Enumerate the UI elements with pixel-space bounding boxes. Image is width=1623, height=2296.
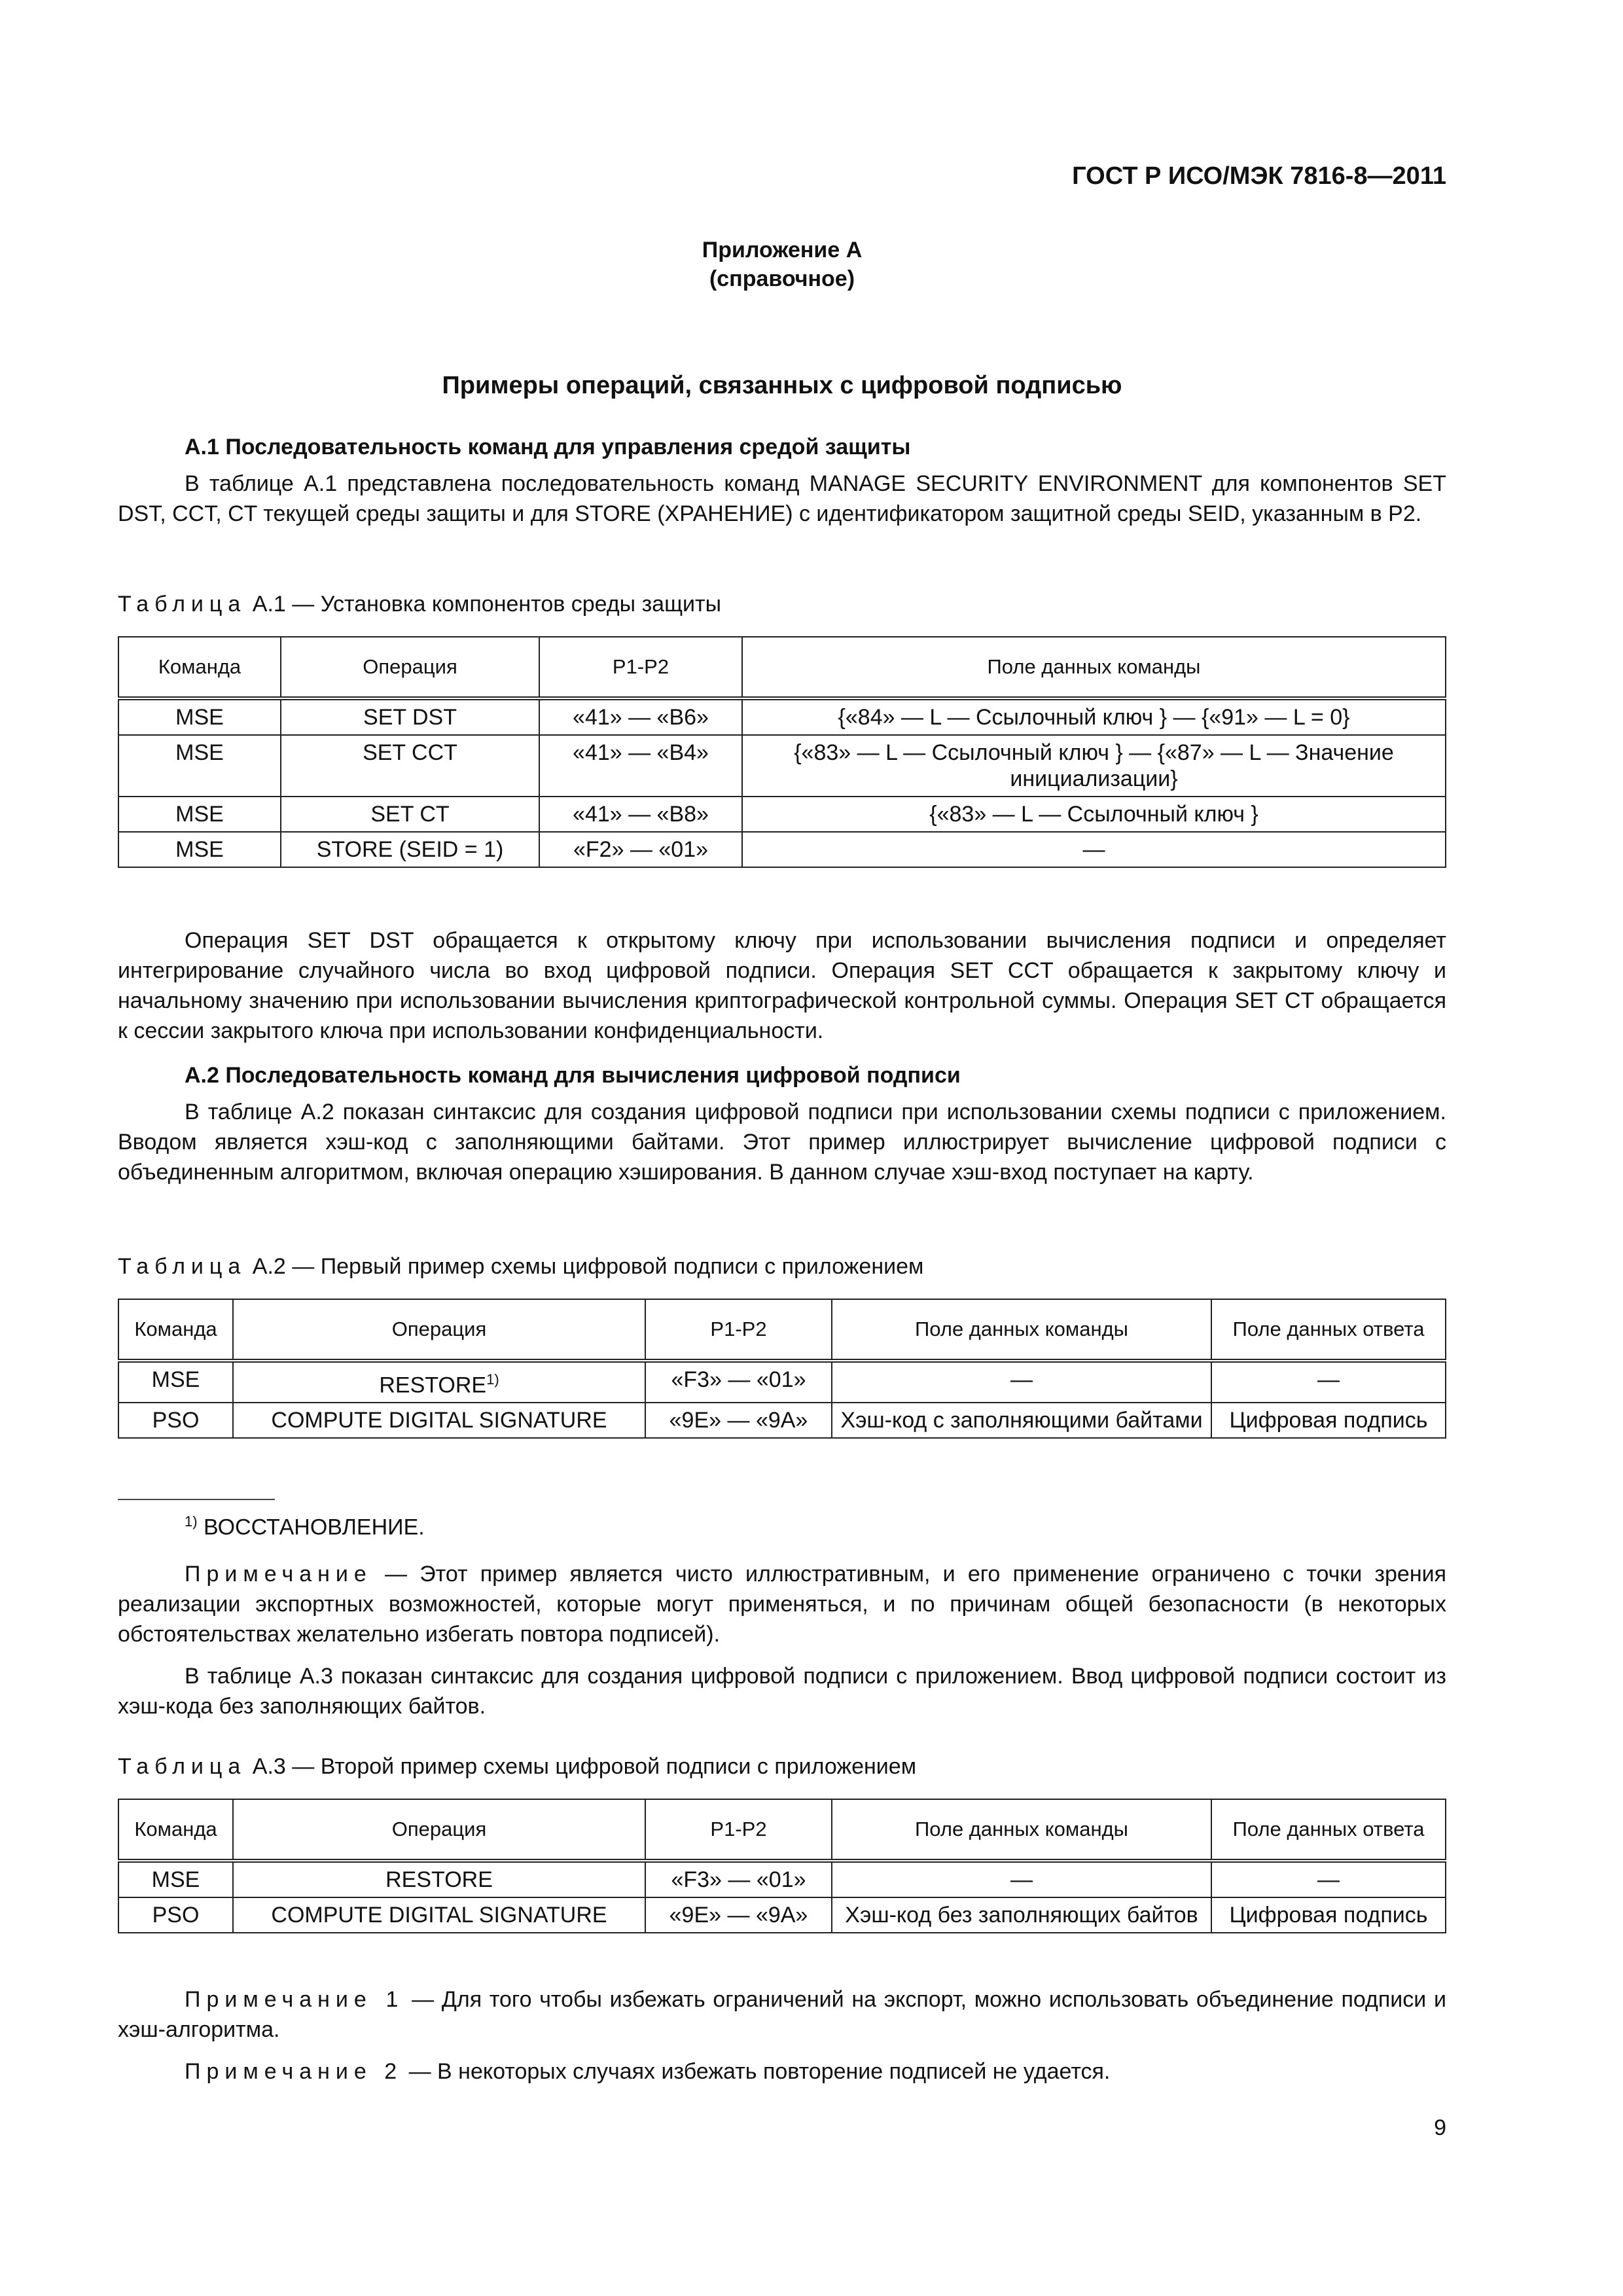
table-cell: PSO [118,1897,233,1933]
section-a2-paragraph: В таблице А.2 показан синтаксис для создания цифровой подписи при использовании схемы подписи с приложением. Вводом является хэш-код с заполняющими байтами. Этот пример иллюстрирует вычисление цифровой подписи с объединенным алгоритмом, включая операцию хэширования. В данном случае хэш-вход поступает на карту. [118,1100,1446,1185]
table-cell: {«84» — L — Ссылочный ключ } — {«91» — L = 0} [742,698,1446,735]
note-text: — В некоторых случаях избежать повторение подписей не удается. [408,2059,1111,2084]
note-label: Примечание [185,1562,372,1587]
table-row [118,1403,1446,1438]
table-cell: — [1211,1861,1446,1897]
table-cell: Цифровая подпись [1211,1897,1446,1933]
annex-label: Приложение А [702,238,863,262]
table-a2-header: Команда [118,1299,233,1361]
caption-text: А.3 — Второй пример схемы цифровой подписи с приложением [252,1754,917,1779]
table-a1-header: Поле данных команды [742,637,1446,698]
footnote-mark: 1) [185,1513,198,1530]
note-a2 [118,1559,1446,1649]
table-cell: Хэш-код с заполняющими байтами [832,1403,1211,1438]
table-cell: «41» — «В4» [539,735,742,797]
table-a2-caption [118,1254,923,1280]
caption-label: Таблица [118,1754,247,1779]
footnote-separator [118,1499,275,1500]
section-a2-paragraph-2: В таблице А.3 показан синтаксис для создания цифровой подписи с приложением. Ввод цифровой подписи состоит из хэш-кода без заполняющих байтов. [118,1664,1446,1719]
table-a1-header: Команда [118,637,281,698]
table-cell: «F3» — «01» [645,1861,832,1897]
table-cell: MSE [118,735,281,797]
table-cell: PSO [118,1403,233,1438]
table-a2-header: Операция [233,1299,645,1361]
table-a3-header: Поле данных команды [832,1799,1211,1861]
table-cell: MSE [118,832,281,867]
table-cell: — [742,832,1446,867]
table-cell: SET CCT [281,735,539,797]
table-cell: COMPUTE DIGITAL SIGNATURE [233,1403,645,1438]
table-cell: {«83» — L — Ссылочный ключ } [742,797,1446,832]
table-a1-caption [118,592,721,617]
table-a3-caption [118,1754,916,1780]
caption-text: А.2 — Первый пример схемы цифровой подписи с приложением [252,1254,924,1279]
table-cell: MSE [118,698,281,735]
table-a2-header: Поле данных команды [832,1299,1211,1361]
table-cell: «41» — «В6» [539,698,742,735]
table-cell: «41» — «В8» [539,797,742,832]
table-cell: Хэш-код без заполняющих байтов [832,1897,1211,1933]
table-cell: «9E» — «9A» [645,1897,832,1933]
table-row [118,1861,1446,1897]
table-a3-header: Операция [233,1799,645,1861]
table-a3 [118,1799,1446,1933]
note-text: — Этот пример является чисто иллюстративным, и его применение ограничено с точки зрения реализации экспортных возможностей, которые могут применяться, и по причинам общей безопасности (в некоторых обстоятельствах желательно избегать повтора подписей). [118,1562,1446,1647]
table-a3-header: Р1-Р2 [645,1799,832,1861]
table-a1 [118,636,1446,868]
document-id-header: ГОСТ Р ИСО/МЭК 7816-8—2011 [1072,162,1446,190]
note-label: Примечание 2 [185,2059,403,2084]
table-a2 [118,1299,1446,1439]
table-cell: MSE [118,1361,233,1403]
annex-heading [118,236,1446,293]
section-a1-paragraph-2: Операция SET DST обращается к открытому ключу при использовании вычисления подписи и определяет интегрирование случайного числа во вход цифровой подписи. Операция SET CCT обращается к закрытому ключу и начальному значению при использовании вычисления криптографической контрольной суммы. Операция SET CT обращается к сессии закрытого ключа при использовании конфиденциальности. [118,928,1446,1043]
table-cell [233,1361,645,1403]
end-note-1 [118,1984,1446,2045]
section-a1-heading: А.1 Последовательность команд для управления средой защиты [185,435,911,459]
table-cell: — [1211,1361,1446,1403]
table-cell: STORE (SEID = 1) [281,832,539,867]
table-cell: SET DST [281,698,539,735]
table-cell: SET CT [281,797,539,832]
footnote-text: ВОССТАНОВЛЕНИЕ. [204,1515,425,1540]
table-cell: MSE [118,1861,233,1897]
table-a1-header: Операция [281,637,539,698]
table-cell: «F3» — «01» [645,1361,832,1403]
page-title: Примеры операций, связанных с цифровой подписью [442,372,1122,399]
table-cell: «9E» — «9A» [645,1403,832,1438]
annex-type: (справочное) [709,266,855,291]
table-row [118,832,1446,867]
table-cell: Цифровая подпись [1211,1403,1446,1438]
caption-label: Таблица [118,592,247,617]
table-cell: — [832,1861,1211,1897]
table-cell: COMPUTE DIGITAL SIGNATURE [233,1897,645,1933]
table-a2-header: Р1-Р2 [645,1299,832,1361]
cell-text: RESTORE [379,1372,487,1398]
table-cell: — [832,1361,1211,1403]
caption-text: А.1 — Установка компонентов среды защиты [252,592,722,617]
footnote-reference: 1) [486,1371,499,1388]
section-a2-heading: А.2 Последовательность команд для вычисления цифровой подписи [185,1063,961,1088]
section-a1-paragraph: В таблице А.1 представлена последовательность команд MANAGE SECURITY ENVIRONMENT для компонентов SET DST, CCT, CT текущей среды защиты и для STORE (ХРАНЕНИЕ) с идентификатором защитной среды SEID, указанным в Р2. [118,471,1446,526]
table-cell: {«83» — L — Ссылочный ключ } — {«87» — L — Значение инициализации} [742,735,1446,797]
note-label: Примечание 1 [185,1987,404,2012]
table-cell: «F2» — «01» [539,832,742,867]
caption-label: Таблица [118,1254,247,1279]
end-note-2 [118,2056,1446,2087]
table-row [118,1361,1446,1403]
table-row [118,1897,1446,1933]
table-row [118,698,1446,735]
table-row [118,735,1446,797]
table-a2-header: Поле данных ответа [1211,1299,1446,1361]
footnote [185,1513,425,1540]
note-text: — Для того чтобы избежать ограничений на экспорт, можно использовать объединение подписи и хэш-алгоритма. [118,1987,1446,2042]
table-a3-header: Команда [118,1799,233,1861]
table-cell: RESTORE [233,1861,645,1897]
table-a3-header: Поле данных ответа [1211,1799,1446,1861]
table-row [118,797,1446,832]
table-cell: MSE [118,797,281,832]
page-number: 9 [1434,2115,1446,2140]
table-a1-header: Р1-Р2 [539,637,742,698]
